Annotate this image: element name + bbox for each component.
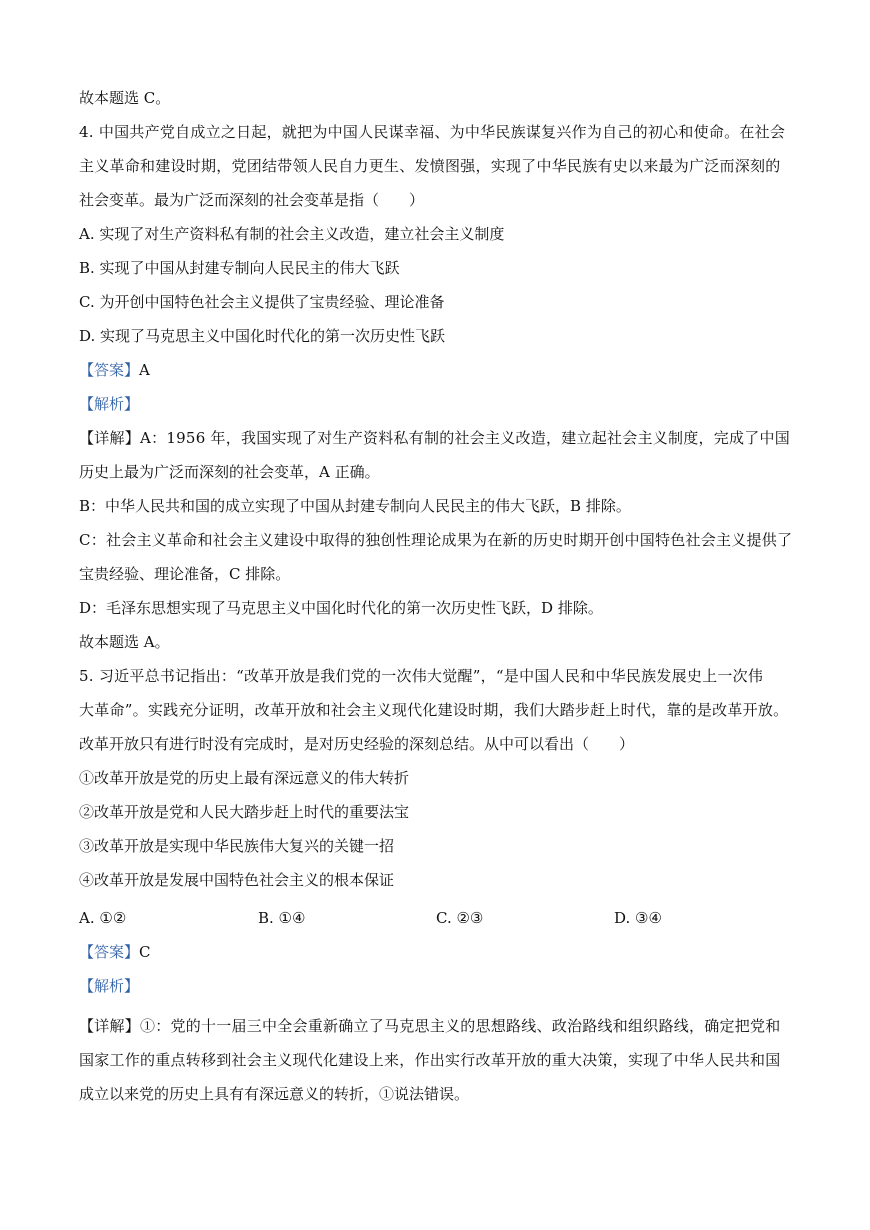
q5-statement-3: ③改革开放是实现中华民族伟大复兴的关键一招	[79, 837, 395, 855]
q3-conclusion: 故本题选 C。	[79, 89, 171, 107]
q5-statement-4: ④改革开放是发展中国特色社会主义的根本保证	[79, 871, 395, 889]
q5-answer-line	[79, 942, 794, 962]
q5-stem-line-2: 大革命”。实践充分证明，改革开放和社会主义现代化建设时期，我们大踏步赶上时代，靠的是改革开放。	[79, 701, 789, 719]
q5-detail-line-1	[79, 1016, 794, 1036]
q4-detail-line-1	[79, 428, 794, 448]
answer-tag: 【答案】	[79, 361, 140, 379]
q5-analysis-tag: 【解析】	[79, 977, 140, 995]
q5-choice-b: B. ①④	[258, 909, 306, 927]
q5-choice-d: D. ③④	[614, 909, 662, 927]
q4-detail-text-1: A：1956 年，我国实现了对生产资料私有制的社会主义改造，建立起社会主义制度，完成了中国	[140, 429, 791, 447]
q5-detail-line-3: 成立以来党的历史上具有有深远意义的转折，①说法错误。	[79, 1085, 470, 1103]
q4-stem-line-3: 社会变革。最为广泛而深刻的社会变革是指（ ）	[79, 191, 425, 209]
q5-detail-text-1: ①：党的十一届三中全会重新确立了马克思主义的思想路线、政治路线和组织路线，确定把党和	[140, 1017, 781, 1035]
q4-detail-line-6: D：毛泽东思想实现了马克思主义中国化时代化的第一次历史性飞跃，D 排除。	[79, 599, 603, 617]
q5-stem-line-3: 改革开放只有进行时没有完成时，是对历史经验的深刻总结。从中可以看出（ ）	[79, 735, 635, 753]
detail-tag: 【详解】	[79, 1017, 141, 1035]
q4-conclusion: 故本题选 A。	[79, 633, 170, 651]
q4-option-a: A. 实现了对生产资料私有制的社会主义改造，建立社会主义制度	[79, 225, 505, 243]
q5-statement-1: ①改革开放是党的历史上最有深远意义的伟大转折	[79, 769, 410, 787]
q4-detail-line-4: C：社会主义革命和社会主义建设中取得的独创性理论成果为在新的历史时期开创中国特色社会主义提供了	[79, 531, 793, 549]
q4-detail-line-2: 历史上最为广泛而深刻的社会变革，A 正确。	[79, 463, 380, 481]
q4-answer-value: A	[139, 361, 150, 379]
q4-option-b: B. 实现了中国从封建专制向人民民主的伟大飞跃	[79, 259, 400, 277]
q5-choice-c: C. ②③	[436, 909, 484, 927]
q4-detail-line-5: 宝贵经验、理论准备，C 排除。	[79, 565, 291, 583]
q5-statement-2: ②改革开放是党和人民大踏步赶上时代的重要法宝	[79, 803, 410, 821]
q4-stem-line-2: 主义革命和建设时期，党团结带领人民自力更生、发愤图强，实现了中华民族有史以来最为广泛而深刻的	[79, 157, 781, 175]
q5-stem-line-1: 5. 习近平总书记指出：“改革开放是我们党的一次伟大觉醒”，“是中国人民和中华民族发展史上一次伟	[79, 667, 764, 685]
answer-tag: 【答案】	[79, 943, 140, 961]
q4-option-c: C. 为开创中国特色社会主义提供了宝贵经验、理论准备	[79, 293, 445, 311]
q4-analysis-tag: 【解析】	[79, 395, 140, 413]
q5-choice-a: A. ①②	[79, 909, 127, 927]
q5-detail-line-2: 国家工作的重点转移到社会主义现代化建设上来，作出实行改革开放的重大决策，实现了中华人民共和国	[79, 1051, 781, 1069]
detail-tag: 【详解】	[79, 429, 141, 447]
q4-answer-line	[79, 360, 794, 380]
q5-answer-value: C	[139, 943, 151, 961]
q4-option-d: D. 实现了马克思主义中国化时代化的第一次历史性飞跃	[79, 327, 446, 345]
q4-stem-line-1: 4. 中国共产党自成立之日起，就把为中国人民谋幸福、为中华民族谋复兴作为自己的初心和使命。在社会	[79, 123, 786, 141]
q4-detail-line-3: B：中华人民共和国的成立实现了中国从封建专制向人民民主的伟大飞跃，B 排除。	[79, 497, 631, 515]
